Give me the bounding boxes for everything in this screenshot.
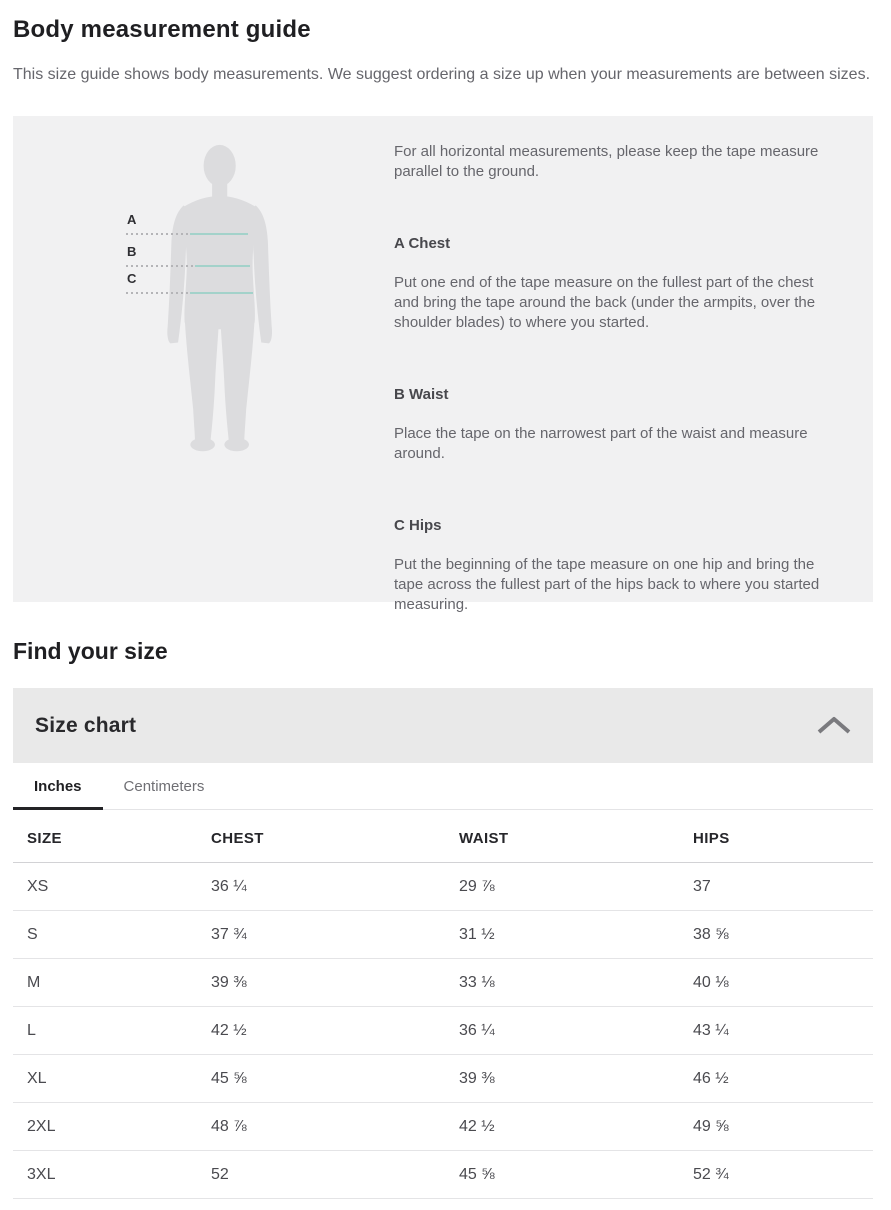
cell-chest: 45 ⅝ bbox=[197, 1055, 445, 1103]
cell-waist: 36 ¼ bbox=[445, 1007, 679, 1055]
measurement-instructions bbox=[381, 116, 873, 613]
chest-instruction-body: Put one end of the tape measure on the fullest part of the chest and bring the tape around the back (under the armpits, over the shoulder blades) to where you started. bbox=[394, 274, 816, 331]
cell-size: M bbox=[13, 959, 197, 1007]
waist-measure-line bbox=[195, 265, 250, 267]
size-table-body bbox=[13, 863, 873, 1199]
tab-centimeters[interactable]: Centimeters bbox=[123, 778, 205, 795]
cell-size: S bbox=[13, 911, 197, 959]
size-chart-toggle[interactable] bbox=[13, 688, 873, 763]
cell-size: 3XL bbox=[13, 1151, 197, 1199]
marker-letter-b: B bbox=[127, 244, 137, 259]
leader-line bbox=[126, 292, 190, 294]
marker-letter-c: C bbox=[127, 271, 137, 286]
leader-line bbox=[126, 265, 195, 267]
hips-instruction-body: Put the beginning of the tape measure on one hip and bring the tape across the fullest part of the hips back to where you started measuring. bbox=[394, 556, 820, 613]
chest-measure-line bbox=[190, 233, 248, 235]
leader-line bbox=[126, 233, 190, 235]
instructions-intro: For all horizontal measurements, please keep the tape measure parallel to the ground. bbox=[394, 143, 819, 180]
table-row bbox=[13, 1007, 873, 1055]
size-chart-section bbox=[13, 688, 873, 1199]
table-row bbox=[13, 1151, 873, 1199]
column-header-waist: WAIST bbox=[445, 810, 679, 863]
cell-waist: 31 ½ bbox=[445, 911, 679, 959]
cell-hips: 38 ⅝ bbox=[679, 911, 873, 959]
cell-size: XS bbox=[13, 863, 197, 911]
table-row bbox=[13, 1103, 873, 1151]
waist-instruction bbox=[394, 386, 835, 464]
cell-hips: 40 ⅛ bbox=[679, 959, 873, 1007]
size-table bbox=[13, 810, 873, 1199]
cell-chest: 42 ½ bbox=[197, 1007, 445, 1055]
marker-letter-a: A bbox=[127, 212, 137, 227]
page-title: Body measurement guide bbox=[13, 16, 311, 43]
cell-waist: 29 ⅞ bbox=[445, 863, 679, 911]
tab-inches[interactable]: Inches bbox=[13, 763, 103, 810]
body-figure bbox=[13, 116, 381, 602]
column-header-size: SIZE bbox=[13, 810, 197, 863]
find-your-size-title: Find your size bbox=[13, 638, 168, 664]
chevron-up-icon bbox=[815, 715, 853, 737]
cell-size: L bbox=[13, 1007, 197, 1055]
table-row bbox=[13, 911, 873, 959]
cell-chest: 37 ¾ bbox=[197, 911, 445, 959]
chest-instruction-title: A Chest bbox=[394, 235, 451, 252]
size-table-header-row bbox=[13, 810, 873, 863]
table-row bbox=[13, 863, 873, 911]
cell-chest: 39 ⅜ bbox=[197, 959, 445, 1007]
cell-hips: 43 ¼ bbox=[679, 1007, 873, 1055]
column-header-hips: HIPS bbox=[679, 810, 873, 863]
cell-hips: 52 ¾ bbox=[679, 1151, 873, 1199]
cell-waist: 33 ⅛ bbox=[445, 959, 679, 1007]
chest-instruction bbox=[394, 235, 835, 333]
hips-instruction-title: C Hips bbox=[394, 517, 442, 534]
cell-size: 2XL bbox=[13, 1103, 197, 1151]
cell-chest: 52 bbox=[197, 1151, 445, 1199]
column-header-chest: CHEST bbox=[197, 810, 445, 863]
unit-tabs bbox=[13, 763, 873, 810]
body-silhouette-image bbox=[162, 143, 277, 455]
size-chart-title: Size chart bbox=[35, 713, 137, 737]
waist-instruction-body: Place the tape on the narrowest part of the waist and measure around. bbox=[394, 425, 808, 462]
cell-chest: 36 ¼ bbox=[197, 863, 445, 911]
cell-size: XL bbox=[13, 1055, 197, 1103]
page-subtitle: This size guide shows body measurements. We suggest ordering a size up when your measurements are between sizes. bbox=[13, 66, 871, 83]
table-row bbox=[13, 959, 873, 1007]
cell-waist: 42 ½ bbox=[445, 1103, 679, 1151]
cell-waist: 45 ⅝ bbox=[445, 1151, 679, 1199]
cell-hips: 37 bbox=[679, 863, 873, 911]
waist-instruction-title: B Waist bbox=[394, 386, 449, 403]
cell-chest: 48 ⅞ bbox=[197, 1103, 445, 1151]
table-row bbox=[13, 1055, 873, 1103]
hips-instruction bbox=[394, 517, 835, 615]
measurement-guide-panel bbox=[13, 116, 873, 613]
cell-waist: 39 ⅜ bbox=[445, 1055, 679, 1103]
cell-hips: 49 ⅝ bbox=[679, 1103, 873, 1151]
hips-measure-line bbox=[190, 292, 253, 294]
cell-hips: 46 ½ bbox=[679, 1055, 873, 1103]
